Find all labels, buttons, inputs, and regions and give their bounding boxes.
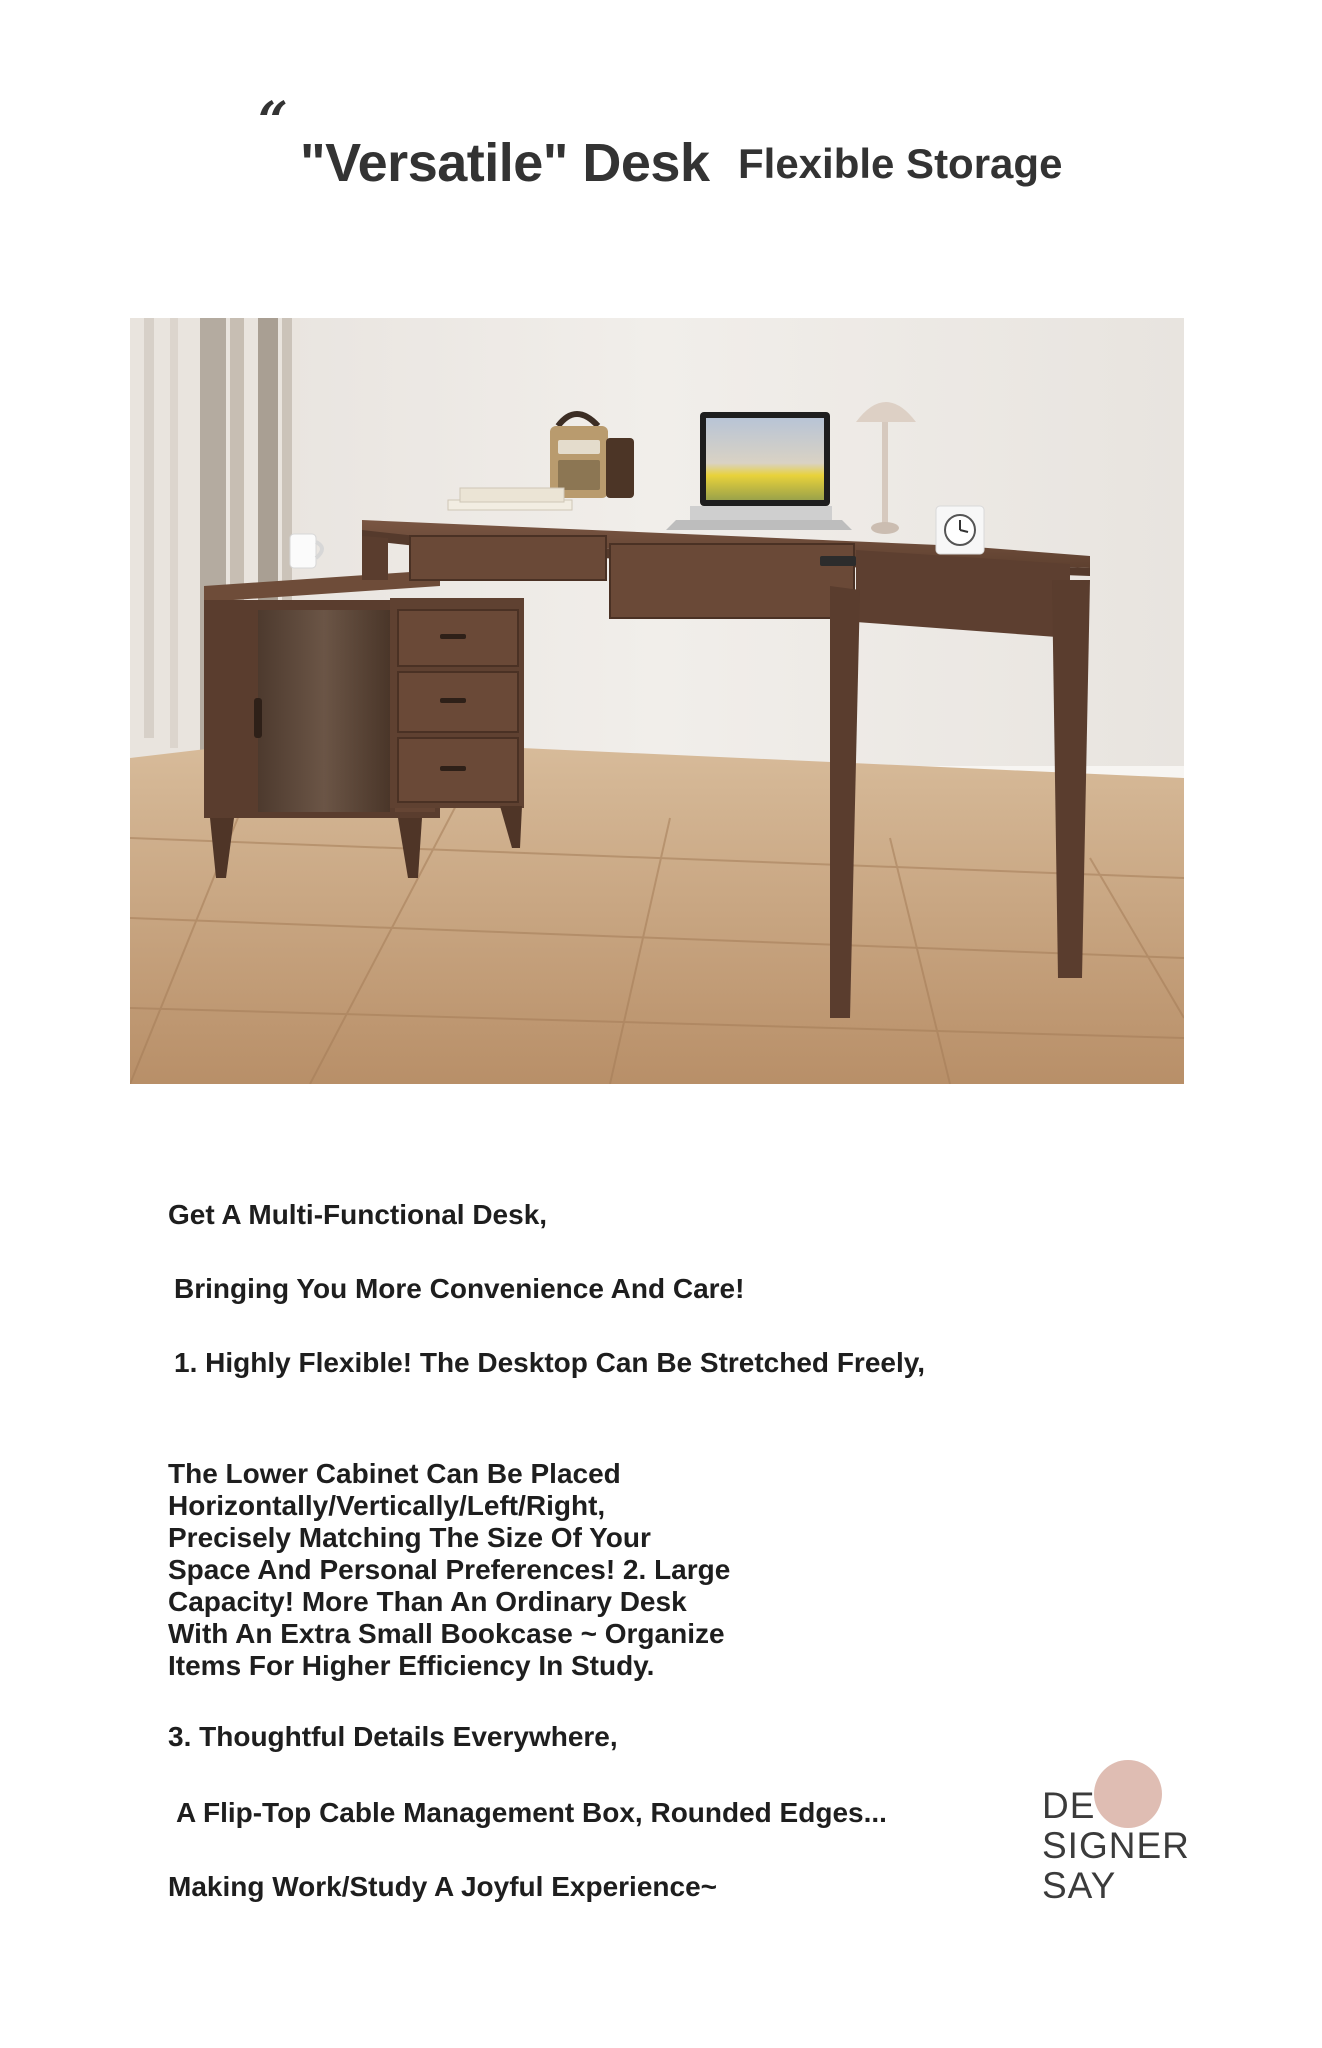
headline-subtitle: Flexible Storage bbox=[738, 140, 1063, 187]
intro-line-2: Bringing You More Convenience And Care! bbox=[174, 1273, 745, 1304]
feature-1-line: 1. Highly Flexible! The Desktop Can Be Stretched Freely, bbox=[174, 1347, 926, 1378]
headline-title: "Versatile" Desk bbox=[300, 133, 710, 193]
phone bbox=[820, 556, 856, 566]
books bbox=[448, 488, 572, 510]
brand-logo bbox=[1038, 1756, 1218, 1916]
closing-line: Making Work/Study A Joyful Experience~ bbox=[168, 1871, 717, 1902]
feature-body-block: The Lower Cabinet Can Be Placed Horizontally/Vertically/Left/Right, Precisely Matching The Size Of Your Space And Personal Preferences! 2. Large Capacity! More Than An Ordinary Desk With An Extra Small Bookcase ~ Organize Items For Higher Efficiency In Study. bbox=[168, 1458, 731, 1681]
feature-3-line: 3. Thoughtful Details Everywhere, bbox=[168, 1721, 618, 1752]
logo-text: DE SIGNER SAY bbox=[1042, 1785, 1190, 1906]
feature-3-detail: A Flip-Top Cable Management Box, Rounded Edges... bbox=[176, 1797, 887, 1828]
intro-line-1: Get A Multi-Functional Desk, bbox=[168, 1199, 548, 1230]
product-photo bbox=[130, 318, 1184, 1084]
clock bbox=[936, 506, 984, 554]
quote-mark: “ bbox=[258, 91, 288, 152]
